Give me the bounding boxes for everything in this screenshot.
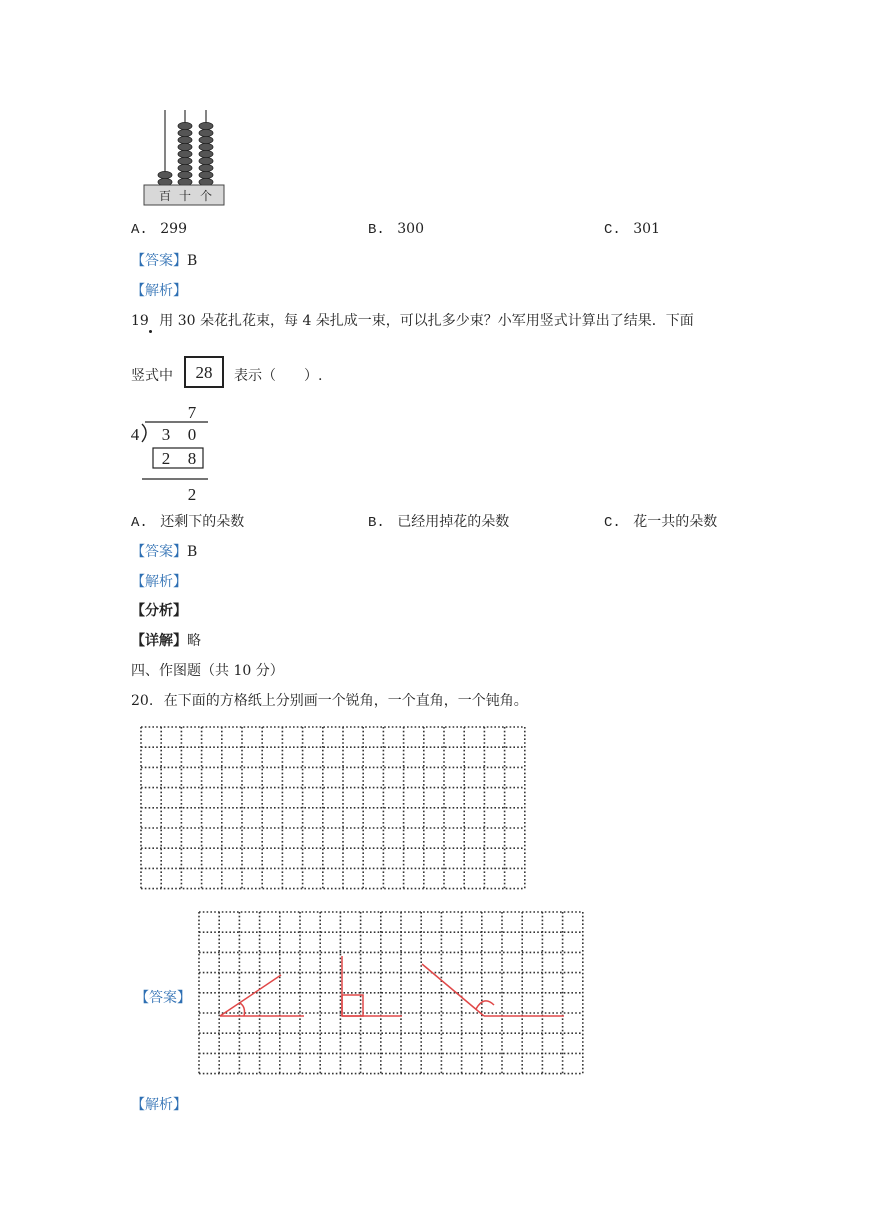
q18-option-b	[368, 221, 424, 238]
grid-lines	[199, 912, 583, 1074]
division-product-digit: 2	[161, 449, 171, 468]
acute-angle-drawing	[220, 975, 304, 1016]
emphasis-dot	[149, 330, 152, 333]
option-letter: C.	[604, 515, 621, 531]
q19-number: 19	[131, 313, 149, 329]
division-divisor: 4	[130, 425, 140, 444]
q20-number: 20.	[131, 693, 154, 709]
q18-option-a	[131, 221, 187, 238]
q20-question	[131, 690, 528, 710]
right-angle-drawing	[342, 956, 402, 1016]
q19-xiangjie-line	[131, 630, 201, 650]
division-remainder: 2	[187, 485, 197, 504]
q18-analysis-tag: 【解析】	[131, 283, 187, 299]
division-dividend-digit: 0	[187, 425, 197, 444]
abacus-beads-hundreds	[158, 171, 172, 185]
abacus-beads-ones	[199, 122, 213, 185]
xiangjie-value: 略	[187, 633, 201, 649]
q19-fenxi-tag: 【分析】	[131, 603, 187, 619]
option-text: 301	[633, 221, 660, 237]
abacus-label-tens: 十	[178, 189, 192, 203]
division-bracket	[142, 424, 146, 442]
acute-angle-arc	[240, 1003, 245, 1016]
q19-option-b	[368, 511, 509, 531]
obtuse-angle-arc	[476, 1001, 494, 1009]
abacus-label-ones: 个	[199, 189, 213, 203]
answer-tag: 【答案】	[131, 544, 187, 560]
obtuse-angle-slant-ray	[422, 964, 484, 1016]
option-letter: B.	[368, 222, 385, 238]
q19-question	[131, 310, 694, 330]
option-letter: A.	[131, 515, 148, 531]
acute-angle-slant-ray	[220, 975, 281, 1016]
answer-grid-paper	[196, 909, 588, 1081]
abacus-label-hundreds: 百	[158, 189, 172, 203]
q19-boxed-value: 28	[184, 356, 224, 388]
q19-answer-line	[131, 541, 197, 561]
q20-analysis-tag: 【解析】	[131, 1097, 187, 1113]
option-text: 花一共的朵数	[633, 514, 718, 530]
q19-analysis-tag: 【解析】	[131, 574, 187, 590]
answer-value: B	[187, 253, 198, 269]
answer-value: B	[187, 544, 198, 560]
q20-answer-tag: 【答案】	[135, 990, 191, 1006]
option-letter: B.	[368, 515, 385, 531]
q19-question-text: 用 30 朵花扎花束，每 4 朵扎成一束，可以扎多少束？小军用竖式计算出了结果．下面	[159, 313, 694, 329]
grid-lines	[141, 727, 525, 889]
abacus-beads-tens	[178, 122, 192, 185]
q18-answer-line	[131, 250, 197, 270]
q19-line2-prefix: 竖式中	[131, 368, 173, 384]
option-letter: C.	[604, 222, 621, 238]
q19-option-a	[131, 511, 244, 531]
option-letter: A.	[131, 222, 148, 238]
option-text: 还剩下的朵数	[160, 514, 245, 530]
answer-tag: 【答案】	[131, 253, 187, 269]
empty-grid-paper	[138, 724, 530, 894]
option-text: 已经用掉花的朵数	[397, 514, 510, 530]
section-title: 四、作图题（共 10 分）	[131, 663, 284, 679]
long-division-figure	[128, 398, 218, 506]
division-product-digit: 8	[187, 449, 197, 468]
option-text: 299	[160, 221, 187, 237]
q18-option-c	[604, 221, 660, 238]
division-dividend-digit: 3	[161, 425, 171, 444]
q20-question-text: 在下面的方格纸上分别画一个锐角，一个直角，一个钝角。	[163, 693, 528, 709]
option-text: 300	[397, 221, 424, 237]
abacus-figure	[140, 105, 230, 210]
q19-option-c	[604, 511, 717, 531]
division-quotient: 7	[187, 403, 197, 422]
q19-line2-suffix: 表示（ ）.	[234, 368, 323, 384]
xiangjie-tag: 【详解】	[131, 633, 187, 649]
